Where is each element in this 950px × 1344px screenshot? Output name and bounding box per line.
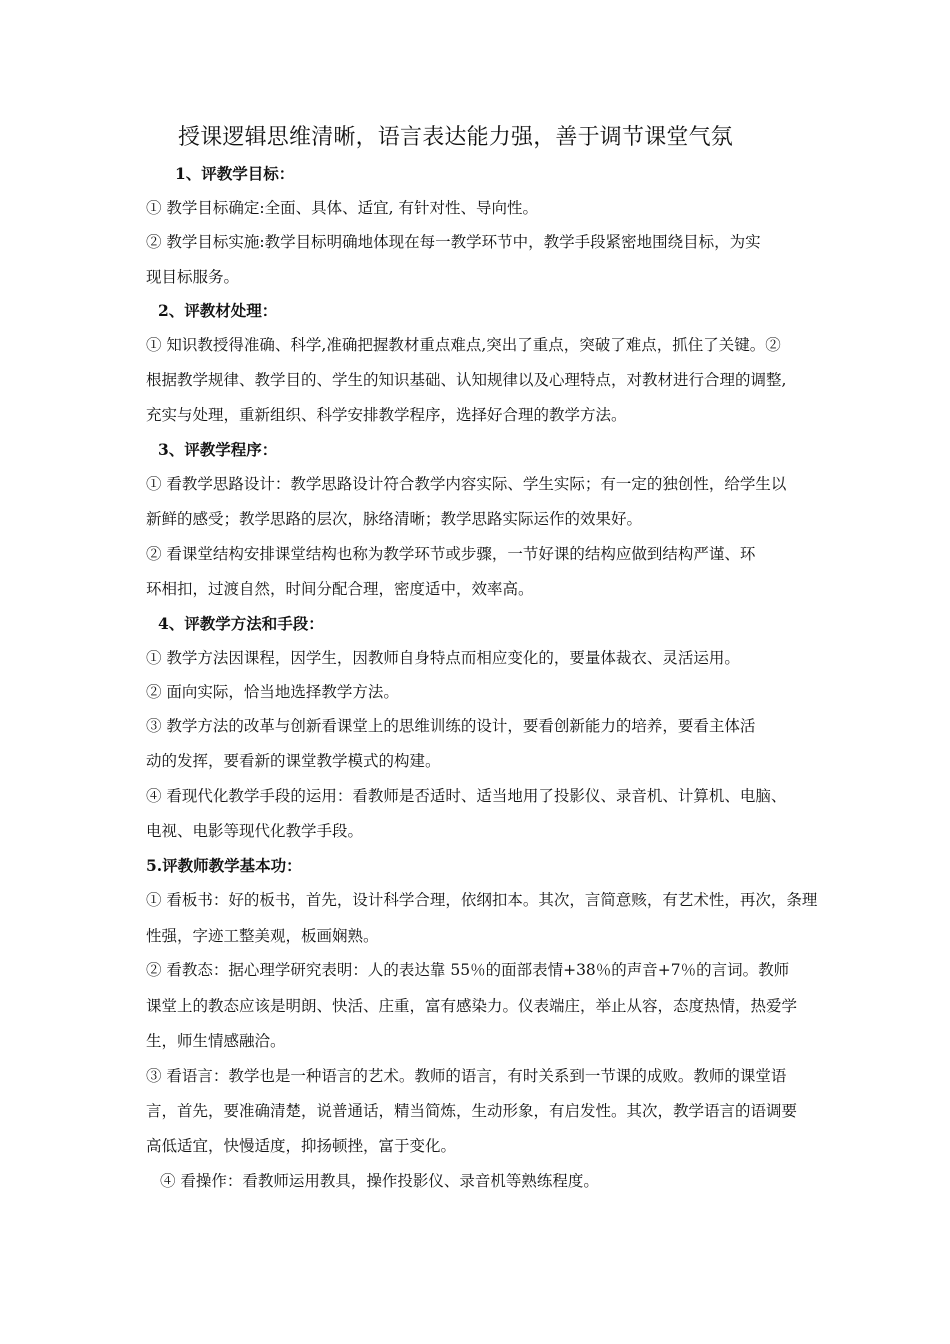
- section-4-line-1: ① 教学方法因课程，因学生，因教师自身特点而相应变化的，要量体裁衣、灵活运用。: [146, 649, 740, 667]
- section-4-line-6: 电视、电影等现代化教学手段。: [146, 822, 364, 840]
- section-5-line-4: 课堂上的教态应该是明朗、快活、庄重，富有感染力。仪表端庄，举止从容，态度热情，热爱学: [146, 997, 798, 1015]
- section-4-line-2: ② 面向实际，恰当地选择教学方法。: [146, 683, 399, 701]
- section-1-line-1: ① 教学目标确定:全面、具体、适宜, 有针对性、导向性。: [146, 199, 539, 217]
- section-heading-2: 2、评教材处理：: [158, 301, 278, 320]
- section-3-line-2: 新鲜的感受；教学思路的层次，脉络清晰；教学思路实际运作的效果好。: [146, 510, 643, 528]
- section-5-line-7: 言，首先，要准确清楚，说普通话，精当简炼，生动形象，有启发性。其次，教学语言的语调要: [146, 1102, 798, 1120]
- document-title: 授课逻辑思维清晰，语言表达能力强，善于调节课堂气氛: [178, 125, 734, 150]
- section-2-line-1: ① 知识教授得准确、科学,准确把握教材重点难点,突出了重点，突破了难点，抓住了关键。②: [146, 336, 781, 354]
- section-5-line-1: ① 看板书：好的板书，首先，设计科学合理，依纲扣本。其次，言简意赅，有艺术性，再次，条理: [146, 891, 818, 909]
- section-4-line-4: 动的发挥，要看新的课堂教学模式的构建。: [146, 752, 441, 770]
- section-1-line-2: ② 教学目标实施:教学目标明确地体现在每一教学环节中，教学手段紧密地围绕目标，为实: [146, 233, 761, 251]
- section-4-line-5: ④ 看现代化教学手段的运用：看教师是否适时、适当地用了投影仪、录音机、计算机、电脑、: [146, 787, 787, 805]
- section-5-line-6: ③ 看语言：教学也是一种语言的艺术。教师的语言，有时关系到一节课的成败。教师的课堂语: [146, 1067, 787, 1085]
- section-5-line-8: 高低适宜，快慢适度，抑扬顿挫，富于变化。: [146, 1137, 457, 1155]
- section-4-line-3: ③ 教学方法的改革与创新看课堂上的思维训练的设计，要看创新能力的培养，要看主体活: [146, 717, 756, 735]
- section-1-line-3: 现目标服务。: [146, 268, 240, 286]
- section-heading-3: 3、评教学程序：: [158, 440, 278, 459]
- section-5-line-9: ④ 看操作：看教师运用教具，操作投影仪、录音机等熟练程度。: [160, 1172, 599, 1190]
- section-2-line-2: 根据教学规律、教学目的、学生的知识基础、认知规律以及心理特点，对教材进行合理的调整,: [146, 371, 787, 389]
- section-5-line-3: ② 看教态：据心理学研究表明：人的表达靠 55％的面部表情+38％的声音+7％的言词。教师: [146, 961, 790, 979]
- section-5-line-5: 生，师生情感融洽。: [146, 1032, 286, 1050]
- section-3-line-4: 环相扣，过渡自然，时间分配合理，密度适中，效率高。: [146, 580, 534, 598]
- section-5-line-2: 性强，字迹工整美观，板画娴熟。: [146, 927, 379, 945]
- section-heading-4: 4、评教学方法和手段：: [158, 614, 324, 633]
- section-heading-1: 1、评教学目标：: [175, 164, 295, 183]
- section-3-line-1: ① 看教学思路设计：教学思路设计符合教学内容实际、学生实际；有一定的独创性，给学生以: [146, 475, 787, 493]
- section-3-line-3: ② 看课堂结构安排课堂结构也称为教学环节或步骤，一节好课的结构应做到结构严谨、环: [146, 545, 756, 563]
- section-heading-5: 5.评教师教学基本功：: [146, 856, 302, 875]
- section-2-line-3: 充实与处理，重新组织、科学安排教学程序，选择好合理的教学方法。: [146, 406, 627, 424]
